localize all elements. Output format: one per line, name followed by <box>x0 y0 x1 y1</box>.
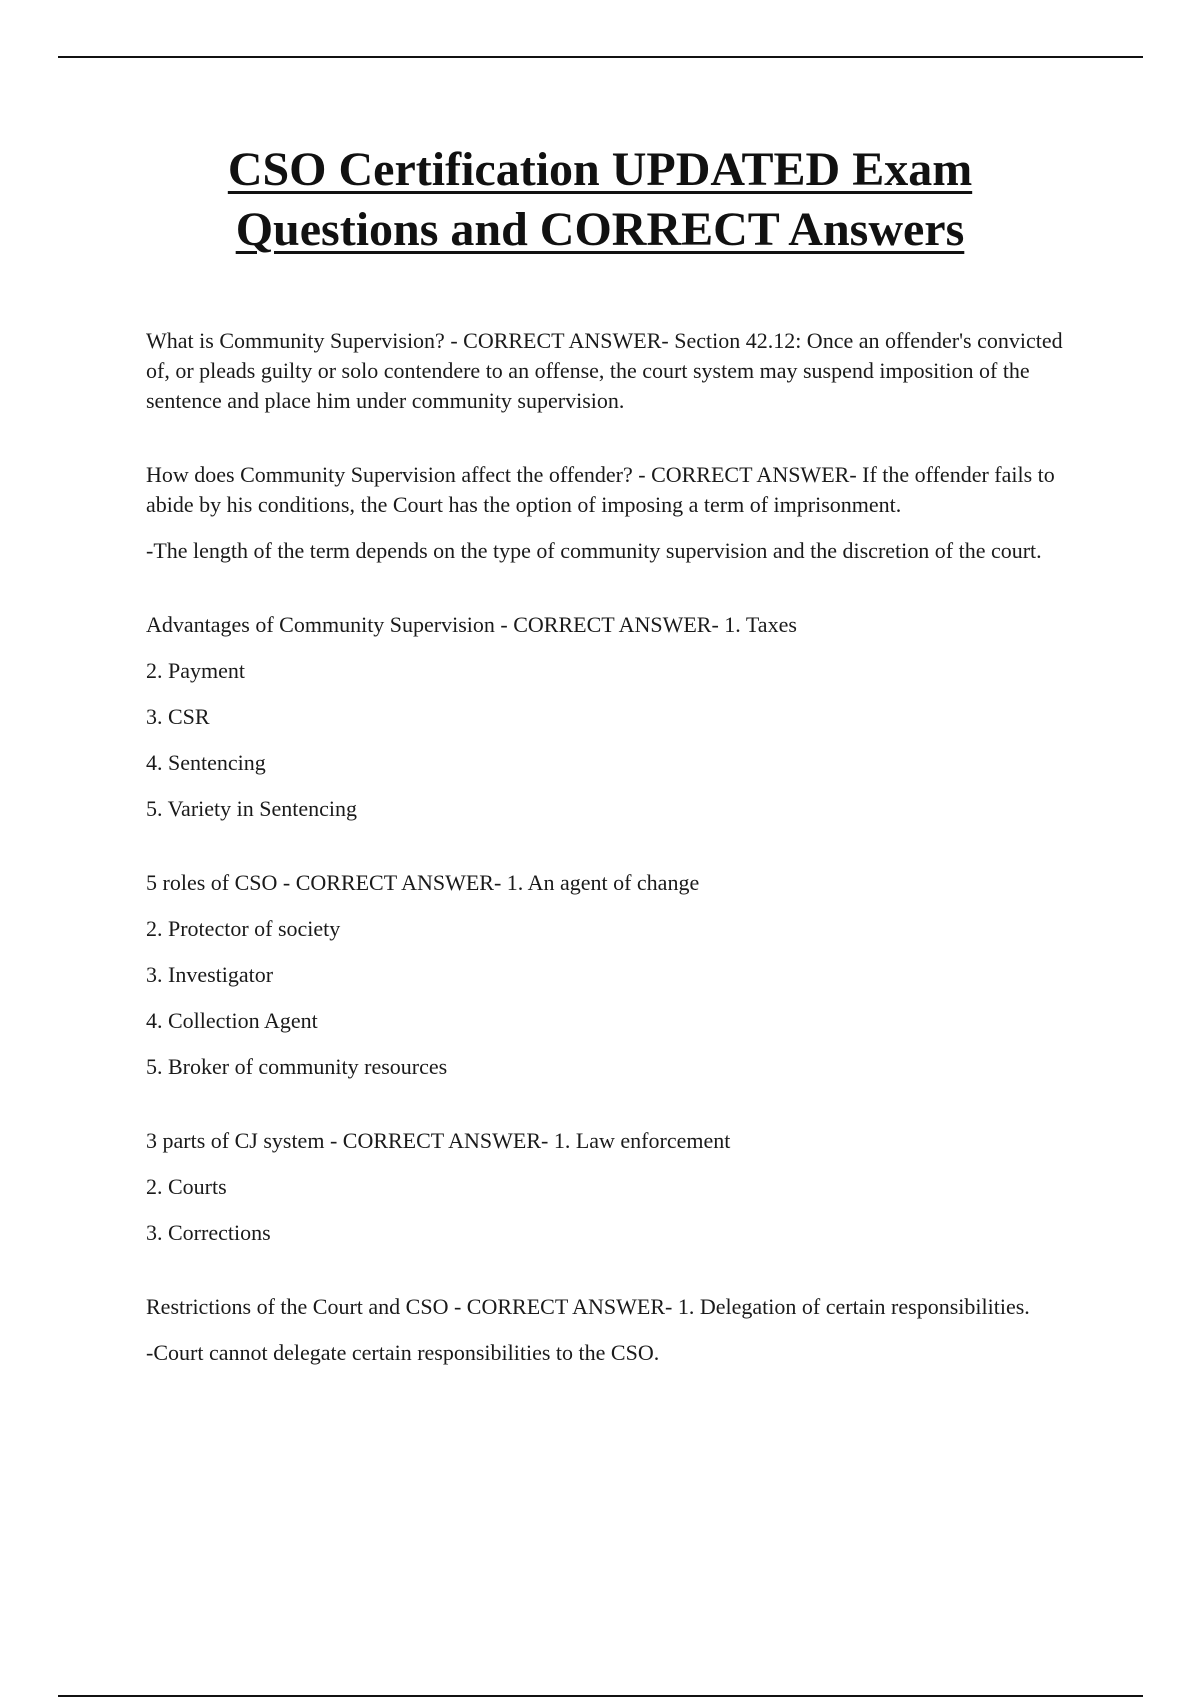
list-item: 3. Corrections <box>146 1220 271 1245</box>
qa-block-community-supervision <box>146 326 1066 416</box>
footer-rule <box>58 1695 1143 1697</box>
page-title <box>0 140 1200 260</box>
list-item: 2. Payment <box>146 658 245 683</box>
title-line-2: Questions and CORRECT Answers <box>235 203 965 256</box>
paragraph: -The length of the term depends on the type of community supervision and the discretion of the court. <box>146 538 1042 563</box>
list-item: 4. Sentencing <box>146 750 266 775</box>
list-item: 3. Investigator <box>146 962 274 987</box>
list-item: 5. Broker of community resources <box>146 1054 448 1079</box>
list-item: 2. Protector of society <box>146 916 341 941</box>
paragraph: How does Community Supervision affect the offender? - CORRECT ANSWER- If the offender fails to abide by his conditions, the Court has the option of imposing a term of imprisonment. <box>146 462 1055 517</box>
qa-block-cj-system <box>146 1126 1066 1248</box>
paragraph: Advantages of Community Supervision - CORRECT ANSWER- 1. Taxes <box>146 612 797 637</box>
list-item: 4. Collection Agent <box>146 1008 318 1033</box>
document-body <box>146 326 1066 1384</box>
paragraph: Restrictions of the Court and CSO - CORRECT ANSWER- 1. Delegation of certain responsibilities. <box>146 1294 1030 1319</box>
qa-block-cso-roles <box>146 868 1066 1082</box>
header-rule <box>58 56 1143 58</box>
paragraph: 5 roles of CSO - CORRECT ANSWER- 1. An agent of change <box>146 870 700 895</box>
list-item: 3. CSR <box>146 704 210 729</box>
paragraph: 3 parts of CJ system - CORRECT ANSWER- 1. Law enforcement <box>146 1128 731 1153</box>
qa-block-effect-on-offender <box>146 460 1066 566</box>
paragraph: -Court cannot delegate certain responsibilities to the CSO. <box>146 1340 660 1365</box>
qa-block-restrictions <box>146 1292 1066 1368</box>
list-item: 5. Variety in Sentencing <box>146 796 357 821</box>
qa-block-advantages <box>146 610 1066 824</box>
title-line-1: CSO Certification UPDATED Exam <box>227 143 973 196</box>
paragraph: What is Community Supervision? - CORRECT ANSWER- Section 42.12: Once an offender's convicted of, or pleads guilty or solo contendere to an offense, the court system may suspend imposition of the sentence and place him under community supervision. <box>146 328 1063 413</box>
list-item: 2. Courts <box>146 1174 227 1199</box>
